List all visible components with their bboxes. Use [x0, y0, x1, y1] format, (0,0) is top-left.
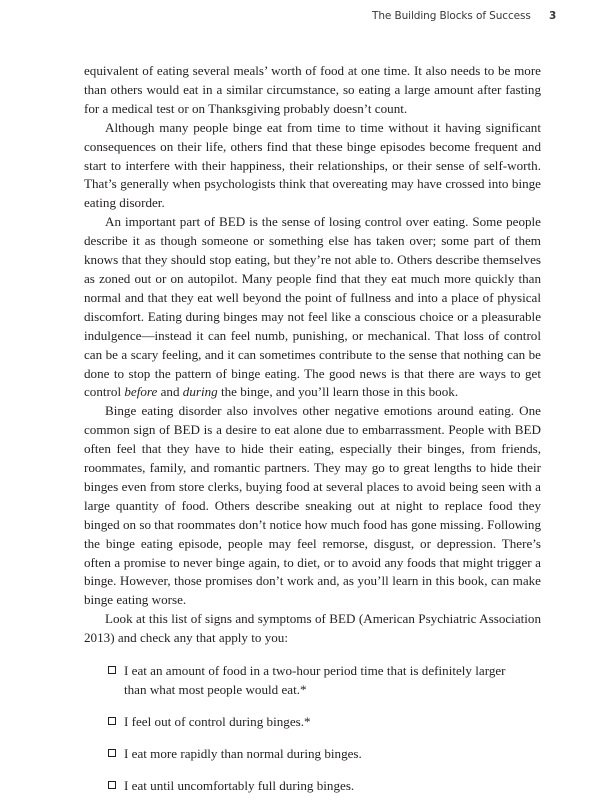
emphasis-during: during — [182, 384, 218, 400]
checklist-item — [84, 713, 541, 732]
paragraph-binge-consequences: Although many people binge eat from time to time without it having significant consequences on their life, others find that these binge episodes become frequent and start to interfere with their happiness, their relationships, or their sense of self-worth. That’s generally when psychologists think that overeating may have crossed into binge eating disorder. — [84, 119, 541, 211]
symptom-checklist — [84, 662, 541, 796]
paragraph-text: and — [157, 384, 183, 400]
checklist-item-label: I eat more rapidly than normal during binges. — [124, 745, 362, 761]
checklist-item — [84, 745, 541, 764]
checklist-item-label: I feel out of control during binges.* — [124, 713, 311, 729]
checklist-item — [84, 662, 541, 700]
checkbox[interactable] — [108, 666, 116, 674]
checkbox[interactable] — [108, 717, 116, 725]
body-text — [84, 62, 541, 809]
paragraph-text: the binge, and you’ll learn those in this book. — [217, 384, 459, 400]
checklist-item-label: I eat an amount of food in a two-hour period time that is definitely larger than what most people would eat.* — [124, 663, 506, 697]
checkbox[interactable] — [108, 749, 116, 757]
checklist-item-label: I eat until uncomfortably full during binges. — [124, 777, 355, 793]
paragraph-continuation: equivalent of eating several meals’ worth of food at one time. It also needs to be more than others would eat in a similar circumstance, so eating a large amount after fasting for a medical test or on Thanksgiving probably doesn’t count. — [84, 63, 541, 116]
page-number: 3 — [549, 10, 557, 22]
paragraph-text: An important part of BED is the sense of losing control over eating. Some people describe it as though someone or something else has taken over; some part of them knows that they should stop eating, but they’re not able to. Others describe themselves as zoned out or on autopilot. Many people find that they eat much more quickly than normal and that they eat well beyond the point of fullness and into a place of physical discomfort. Eating during binges may not feel like a conscious choice or a pleasurable indulgence—instead it can feel numb, punishing, or mechanical. That loss of control can be a scary feeling, and it can sometimes contribute to the sense that nothing can be done to stop the pattern of binge eating. The good news is that there are ways to get control — [84, 214, 541, 400]
paragraph-loss-of-control — [84, 213, 541, 402]
running-head — [370, 10, 570, 26]
checkbox[interactable] — [108, 781, 116, 789]
paragraph-checklist-intro: Look at this list of signs and symptoms of BED (American Psychiatric Association 2013) and check any that apply to you: — [84, 611, 541, 646]
running-head-title: The Building Blocks of Success — [372, 10, 531, 22]
paragraph-negative-emotions: Binge eating disorder also involves other negative emotions around eating. One common sign of BED is a desire to eat alone due to embarrassment. People with BED often feel that they have to hide their eating, especially their binges, from friends, roommates, family, and romantic partners. They may go to great lengths to hide their binges even from store clerks, buying food at several places to avoid being seen with a large quantity of food. Others describe sneaking out at night to replace food they binged on so that roommates don’t notice how much food has gone missing. Following the binge eating episode, people may feel remorse, disgust, or depression. There’s often a promise to never binge again, to diet, or to avoid any foods that might trigger a binge. However, those promises don’t work and, as you’ll learn in this book, can make binge eating worse. — [84, 403, 541, 608]
checklist-item — [84, 777, 541, 796]
emphasis-before: before — [124, 384, 158, 400]
